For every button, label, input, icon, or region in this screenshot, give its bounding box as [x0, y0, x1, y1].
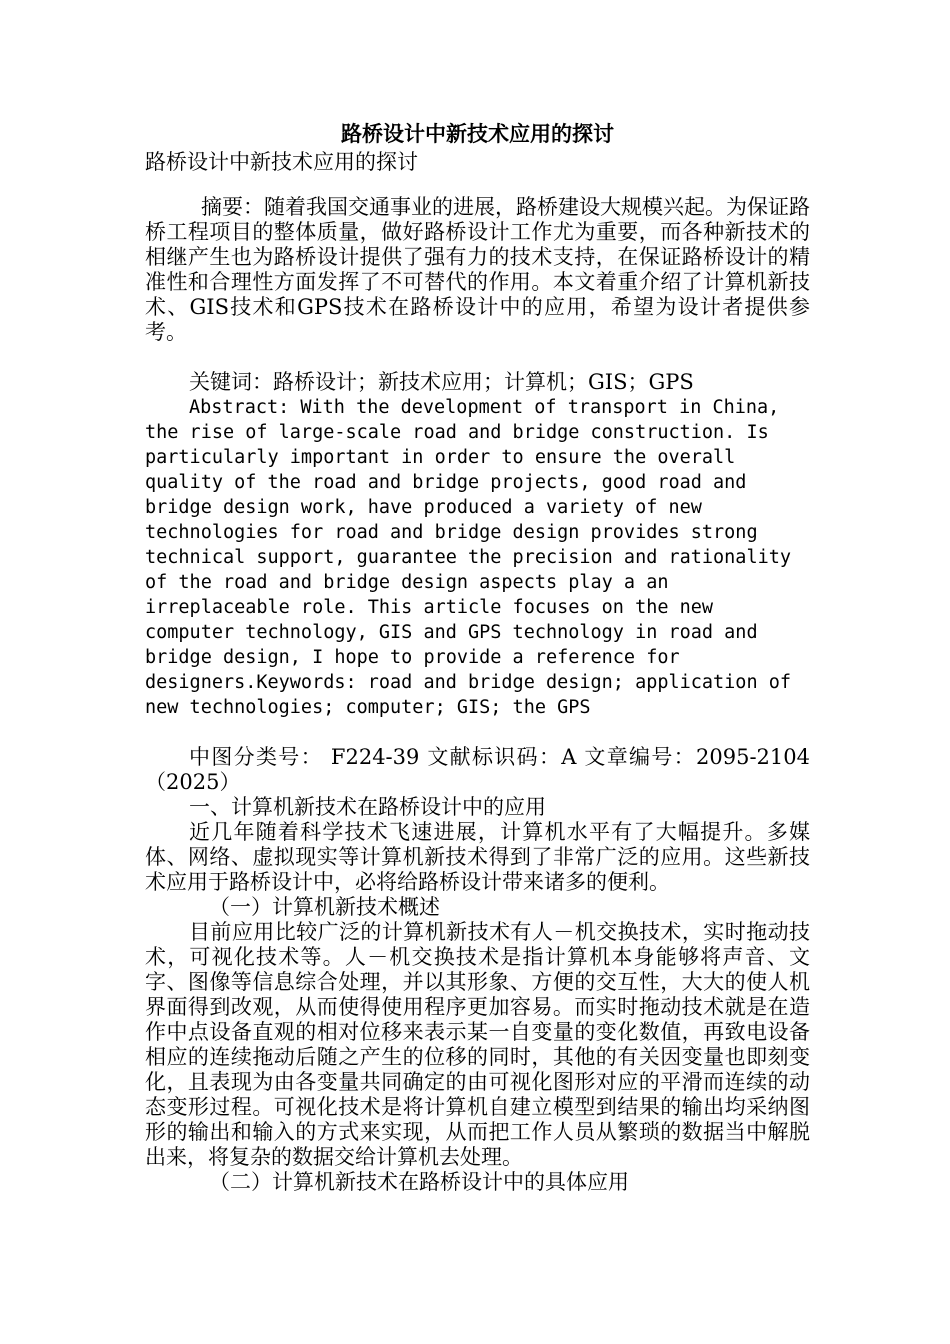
- section-paragraph-1: 近几年随着科学技术飞速进展，计算机水平有了大幅提升。多媒体、网络、虚拟现实等计算机新技术得到了非常广泛的应用。这些新技术应用于路桥设计中，必将给路桥设计带来诸多的便利。: [145, 820, 810, 894]
- keywords-chinese: 关键词：路桥设计；新技术应用；计算机；GIS；GPS: [189, 370, 694, 394]
- classification-line: 中图分类号： F224-39 文献标识码：A 文章编号：2095-2104（2025）: [145, 745, 810, 794]
- abstract-english: Abstract: With the development of transport in China, the rise of large-scale road and bridge construction. Is particularly important in order to ensure the overall quality of the road and bridge projects, good road and bridge design work, have produced a variety of new technologies for road and bridge design provides strong technical support, guarantee the precision and rationality of the road and bridge design aspects play a an irreplaceable role. This article focuses on the new computer technology, GIS and GPS technology in road and bridge design, I hope to provide a reference for designers.Keywords: road and bridge design; application of new technologies; computer; GIS; the GPS: [145, 397, 792, 718]
- subsection-heading-2: （二）计算机新技术在路桥设计中的具体应用: [209, 1170, 629, 1194]
- document-page: [145, 118, 810, 1195]
- abstract-chinese: 摘要：随着我国交通事业的进展，路桥建设大规模兴起。为保证路桥工程项目的整体质量，做好路桥设计工作尤为重要，而各种新技术的相继产生也为路桥设计提供了强有力的技术支持，在保证路桥设计的精准性和合理性方面发挥了不可替代的作用。本文着重介绍了计算机新技术、GIS技术和GPS技术在路桥设计中的应用，希望为设计者提供参考。: [145, 195, 810, 344]
- subsection-heading-1: （一）计算机新技术概述: [209, 895, 440, 919]
- section-heading-1: 一、计算机新技术在路桥设计中的应用: [189, 795, 546, 819]
- subsection-paragraph-1: 目前应用比较广泛的计算机新技术有人－机交换技术，实时拖动技术，可视化技术等。人－机交换技术是指计算机本身能够将声音、文字、图像等信息综合处理，并以其形象、方便的交互性，大大的使人机界面得到改观，从而使得使用程序更加容易。而实时拖动技术就是在造作中点设备直观的相对位移来表示某一自变量的变化数值，再致电设备相应的连续拖动后随之产生的位移的同时，其他的有关因变量也即刻变化，且表现为由各变量共同确定的由可视化图形对应的平滑而连续的动态变形过程。可视化技术是将计算机自建立模型到结果的输出均采纳图形的输出和输入的方式来实现，从而把工作人员从繁琐的数据当中解脱出来，将复杂的数据交给计算机去处理。: [145, 920, 810, 1169]
- document-title: 路桥设计中新技术应用的探讨: [341, 121, 614, 146]
- document-subtitle: 路桥设计中新技术应用的探讨: [145, 150, 418, 174]
